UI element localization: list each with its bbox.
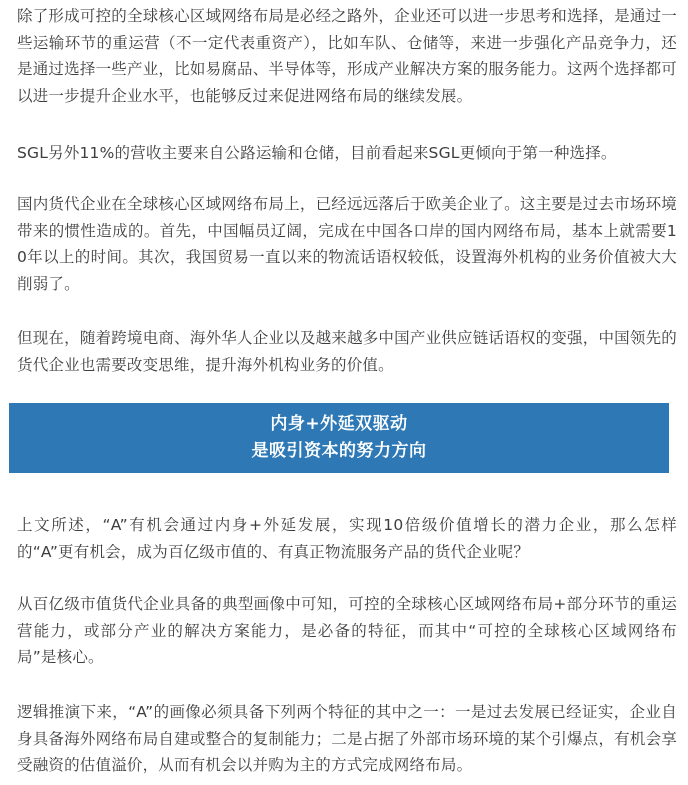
paragraph-sgl-revenue: SGL另外11%的营收主要来自公路运输和仓储，目前看起来SGL更倾向于第一种选择。 [17, 144, 617, 162]
paragraph-typical-profile: 从百亿级市值货代企业具备的典型画像中可知，可控的全球核心区域网络布局+部分环节的重运营能力，或部分产业的解决方案能力，是必备的特征，而其中“可控的全球核心区域网络布局”是核心。 [17, 595, 677, 666]
section-heading-line-1: 内身+外延双驱动 [270, 414, 408, 434]
section-heading-banner [9, 403, 669, 473]
paragraph-cross-border: 但现在，随着跨境电商、海外华人企业以及越来越多中国产业供应链话语权的变强，中国领先的货代企业也需要改变思维，提升海外机构业务的价值。 [17, 329, 677, 374]
paragraph-domestic-forwarders: 国内货代企业在全球核心区域网络布局上，已经远远落后于欧美企业了。这主要是过去市场环境带来的惯性造成的。首先，中国幅员辽阔，完成在中国各口岸的国内网络布局，基本上就需要10年以上的时间。其次，我国贸易一直以来的物流话语权较低，设置海外机构的业务价值被大大削弱了。 [17, 195, 677, 293]
paragraph-growth-question: 上文所述，“A”有机会通过内身+外延发展，实现10倍级价值增长的潜力企业，那么怎样的“A”更有机会，成为百亿级市值的、有真正物流服务产品的货代企业呢？ [17, 516, 677, 561]
paragraph-network-choice: 除了形成可控的全球核心区域网络布局是必经之路外，企业还可以进一步思考和选择，是通过一些运输环节的重运营（不一定代表重资产），比如车队、仓储等，来进一步强化产品竞争力，还是通过选择一些产业，比如易腐品、半导体等，形成产业解决方案的服务能力。这两个选择都可以进一步提升企业水平，也能够反过来促进网络布局的继续发展。 [17, 7, 677, 105]
section-heading-line-2: 是吸引资本的努力方向 [251, 441, 427, 461]
paragraph-logic-deduction: 逻辑推演下来，“A”的画像必须具备下列两个特征的其中之一：一是过去发展已经证实，企业自身具备海外网络布局自建或整合的复制能力；二是占据了外部市场环境的某个引爆点，有机会享受融资的估值溢价，从而有机会以并购为主的方式完成网络布局。 [17, 703, 677, 774]
